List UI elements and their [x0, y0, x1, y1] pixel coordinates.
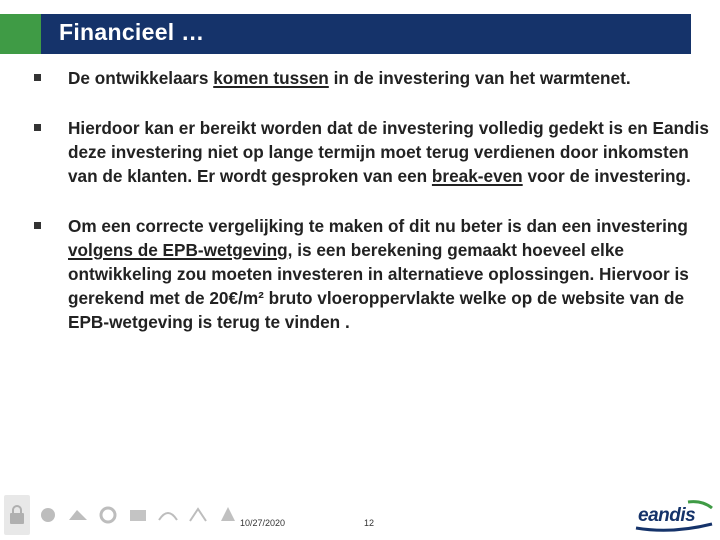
text-run: voor de investering. [522, 166, 691, 186]
partner-logo-1 [36, 498, 60, 532]
partner-logo-4 [126, 498, 150, 532]
underlined-term: break-even [431, 166, 523, 186]
text-run: , is een berekening gemaakt hoeveel elke ontwikkeling zou moeten investeren in alternatieve oplossingen. Hiervoor is gerekend met de 20€/m² bruto vloeroppervlakte welke op de website van de EPB-wetgeving is terug te vinden . [68, 240, 689, 332]
bullet-item-1 [34, 66, 718, 90]
underlined-term: volgens de EPB-wetgeving [68, 240, 288, 260]
text-run: Hierdoor kan er bereikt worden dat de investering volledig gedekt is en Eandis deze investering niet op lange termijn moet terug verdienen door inkomsten van de klanten. Er wordt gesproken van een [68, 118, 709, 186]
footer-date: 10/27/2020 [240, 518, 286, 528]
brand-name: eandis [638, 505, 696, 526]
eandis-logo [632, 498, 716, 534]
bullet-item-2 [34, 116, 718, 188]
partner-logos [4, 492, 240, 538]
text-run: Om een correcte vergelijking te maken of dit nu beter is dan een investering [68, 216, 688, 236]
partner-logo-7 [216, 498, 240, 532]
bullet-text-1 [68, 66, 718, 90]
text-run: De ontwikkelaars [68, 68, 214, 88]
title-background [41, 14, 691, 54]
bullet-item-3 [34, 214, 718, 334]
bullet-marker [34, 74, 41, 81]
lock-icon [4, 495, 30, 535]
underlined-term: komen tussen [213, 68, 329, 88]
partner-logo-2 [66, 498, 90, 532]
bullet-text-3 [68, 214, 718, 334]
slide-title: Financieel … [59, 19, 205, 45]
text-run: in de investering van het warmtenet. [328, 68, 631, 88]
partner-logo-3 [96, 498, 120, 532]
title-accent [0, 14, 41, 54]
bullet-list [34, 66, 718, 360]
title-bar [0, 14, 691, 54]
partner-logo-6 [186, 498, 210, 532]
bullet-text-2 [68, 116, 718, 188]
partner-logo-5 [156, 498, 180, 532]
bullet-marker [34, 124, 41, 131]
bullet-marker [34, 222, 41, 229]
page-number: 12 [364, 518, 375, 528]
